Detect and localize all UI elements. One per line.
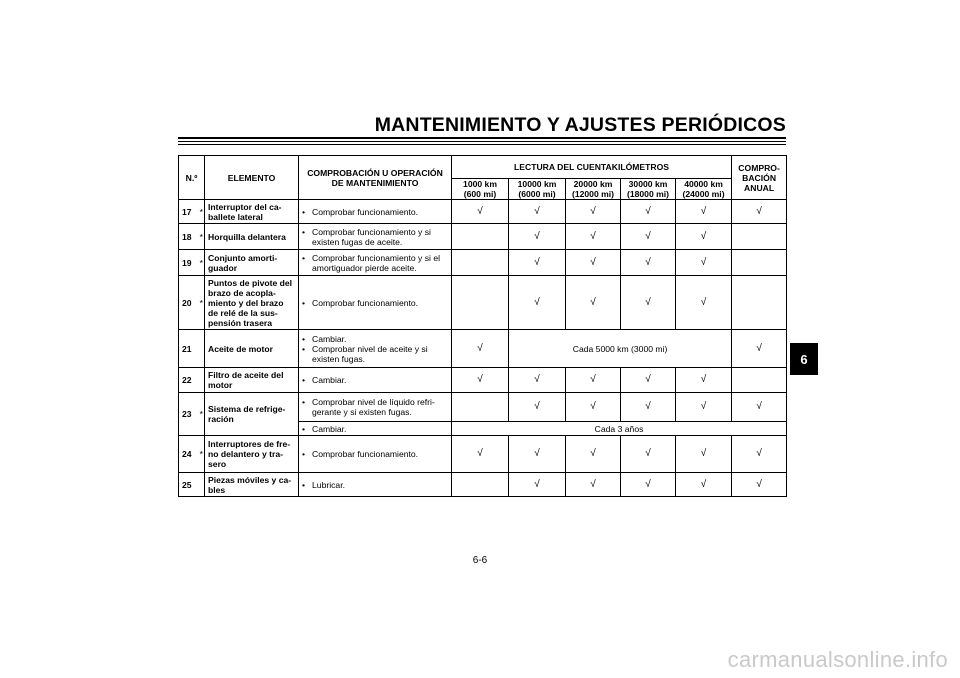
header-mileage: 10000 km (6000 mi) — [509, 179, 566, 200]
empty-cell — [732, 276, 787, 330]
asterisk: * — [199, 393, 205, 436]
check-mark: √ — [621, 473, 676, 497]
chapter-tab: 6 — [790, 343, 818, 375]
empty-cell — [452, 224, 509, 250]
check-mark: √ — [566, 393, 621, 422]
header-odometer: LECTURA DEL CUENTAKILÓMETROS — [452, 156, 732, 179]
header-mileage: 30000 km (18000 mi) — [621, 179, 676, 200]
empty-cell — [732, 368, 787, 393]
check-mark: √ — [676, 250, 732, 276]
check-mark: √ — [621, 224, 676, 250]
operation: • Comprobar funcionamiento. — [299, 436, 452, 473]
check-mark: √ — [566, 473, 621, 497]
table-row — [179, 436, 787, 473]
item-name: Puntos de pivote del brazo de acopla-miento y del brazo de relé de la sus-pensión trasera — [205, 276, 299, 330]
item-name: Interruptores de fre-no delantero y tra-sero — [205, 436, 299, 473]
check-mark: √ — [509, 200, 566, 224]
row-number: 18 — [179, 224, 199, 250]
page-title: MANTENIMIENTO Y AJUSTES PERIÓDICOS — [374, 114, 786, 136]
empty-cell — [452, 276, 509, 330]
table-row — [179, 393, 787, 422]
item-name: Sistema de refrige-ración — [205, 393, 299, 436]
row-number: 23 — [179, 393, 199, 436]
table-row — [179, 276, 787, 330]
check-mark: √ — [509, 224, 566, 250]
check-mark: √ — [676, 224, 732, 250]
operation: • Cambiar. — [299, 422, 452, 436]
item-name: Filtro de aceite del motor — [205, 368, 299, 393]
check-mark: √ — [732, 200, 787, 224]
title-rule — [178, 137, 786, 139]
header-mileage: 20000 km (12000 mi) — [566, 179, 621, 200]
check-mark: √ — [509, 368, 566, 393]
table-row — [179, 250, 787, 276]
operation: • Lubricar. — [299, 473, 452, 497]
asterisk: * — [199, 224, 205, 250]
check-mark: √ — [509, 473, 566, 497]
empty-cell — [452, 250, 509, 276]
asterisk: * — [199, 250, 205, 276]
asterisk: * — [199, 200, 205, 224]
check-mark: √ — [676, 436, 732, 473]
row-number: 17 — [179, 200, 199, 224]
empty-cell — [732, 224, 787, 250]
check-mark: √ — [732, 393, 787, 422]
empty-cell — [452, 473, 509, 497]
item-name: Aceite de motor — [205, 330, 299, 368]
empty-cell — [452, 393, 509, 422]
check-mark: √ — [621, 393, 676, 422]
header-mileage: 40000 km (24000 mi) — [676, 179, 732, 200]
table-row — [179, 330, 787, 368]
table-row — [179, 200, 787, 224]
row-number: 19 — [179, 250, 199, 276]
page-number: 6-6 — [472, 555, 488, 566]
table-row — [179, 473, 787, 497]
empty-cell — [732, 250, 787, 276]
row-number: 21 — [179, 330, 199, 368]
check-mark: √ — [452, 368, 509, 393]
asterisk: * — [199, 436, 205, 473]
operation: • Comprobar funcionamiento y si el amortiguador pierde aceite. — [299, 250, 452, 276]
check-mark: √ — [621, 250, 676, 276]
check-mark: √ — [509, 393, 566, 422]
check-mark: √ — [566, 436, 621, 473]
item-name: Piezas móviles y ca-bles — [205, 473, 299, 497]
check-mark: √ — [676, 368, 732, 393]
operation: • Comprobar funcionamiento y si existen fugas de aceite. — [299, 224, 452, 250]
maintenance-table — [178, 155, 787, 497]
interval-text: Cada 5000 km (3000 mi) — [509, 330, 732, 368]
check-mark: √ — [621, 200, 676, 224]
operation: • Cambiar. — [299, 368, 452, 393]
check-mark: √ — [566, 224, 621, 250]
header-no: N.º — [179, 156, 205, 200]
check-mark: √ — [566, 200, 621, 224]
check-mark: √ — [732, 473, 787, 497]
table-row — [179, 368, 787, 393]
check-mark: √ — [509, 250, 566, 276]
check-mark: √ — [509, 276, 566, 330]
check-mark: √ — [452, 436, 509, 473]
header-item: ELEMENTO — [205, 156, 299, 200]
check-mark: √ — [452, 200, 509, 224]
check-mark: √ — [732, 436, 787, 473]
item-name: Interruptor del ca-ballete lateral — [205, 200, 299, 224]
operation: • Comprobar funcionamiento. — [299, 276, 452, 330]
check-mark: √ — [621, 276, 676, 330]
title-rule — [178, 144, 786, 145]
check-mark: √ — [676, 200, 732, 224]
header-annual: COMPRO-BACIÓN ANUAL — [732, 156, 787, 200]
title-rule — [178, 141, 786, 142]
item-name: Horquilla delantera — [205, 224, 299, 250]
check-mark: √ — [566, 250, 621, 276]
row-number: 24 — [179, 436, 199, 473]
check-mark: √ — [621, 436, 676, 473]
interval-text: Cada 3 años — [452, 422, 787, 436]
check-mark: √ — [676, 473, 732, 497]
asterisk: * — [199, 276, 205, 330]
item-name: Conjunto amorti-guador — [205, 250, 299, 276]
table-row — [179, 224, 787, 250]
check-mark: √ — [621, 368, 676, 393]
check-mark: √ — [676, 393, 732, 422]
operation: • Comprobar funcionamiento. — [299, 200, 452, 224]
check-mark: √ — [566, 276, 621, 330]
header-mileage: 1000 km (600 mi) — [452, 179, 509, 200]
check-mark: √ — [566, 368, 621, 393]
operation: • Cambiar. • Comprobar nivel de aceite y si existen fugas. — [299, 330, 452, 368]
row-number: 22 — [179, 368, 199, 393]
check-mark: √ — [732, 330, 787, 368]
row-number: 20 — [179, 276, 199, 330]
header-check-operation: COMPROBACIÓN U OPERACIÓN DE MANTENIMIENTO — [299, 156, 452, 200]
check-mark: √ — [509, 436, 566, 473]
watermark: carmanualsonline.info — [727, 647, 948, 672]
check-mark: √ — [676, 276, 732, 330]
operation: • Comprobar nivel de líquido refri-gerante y si existen fugas. — [299, 393, 452, 422]
check-mark: √ — [452, 330, 509, 368]
row-number: 25 — [179, 473, 199, 497]
